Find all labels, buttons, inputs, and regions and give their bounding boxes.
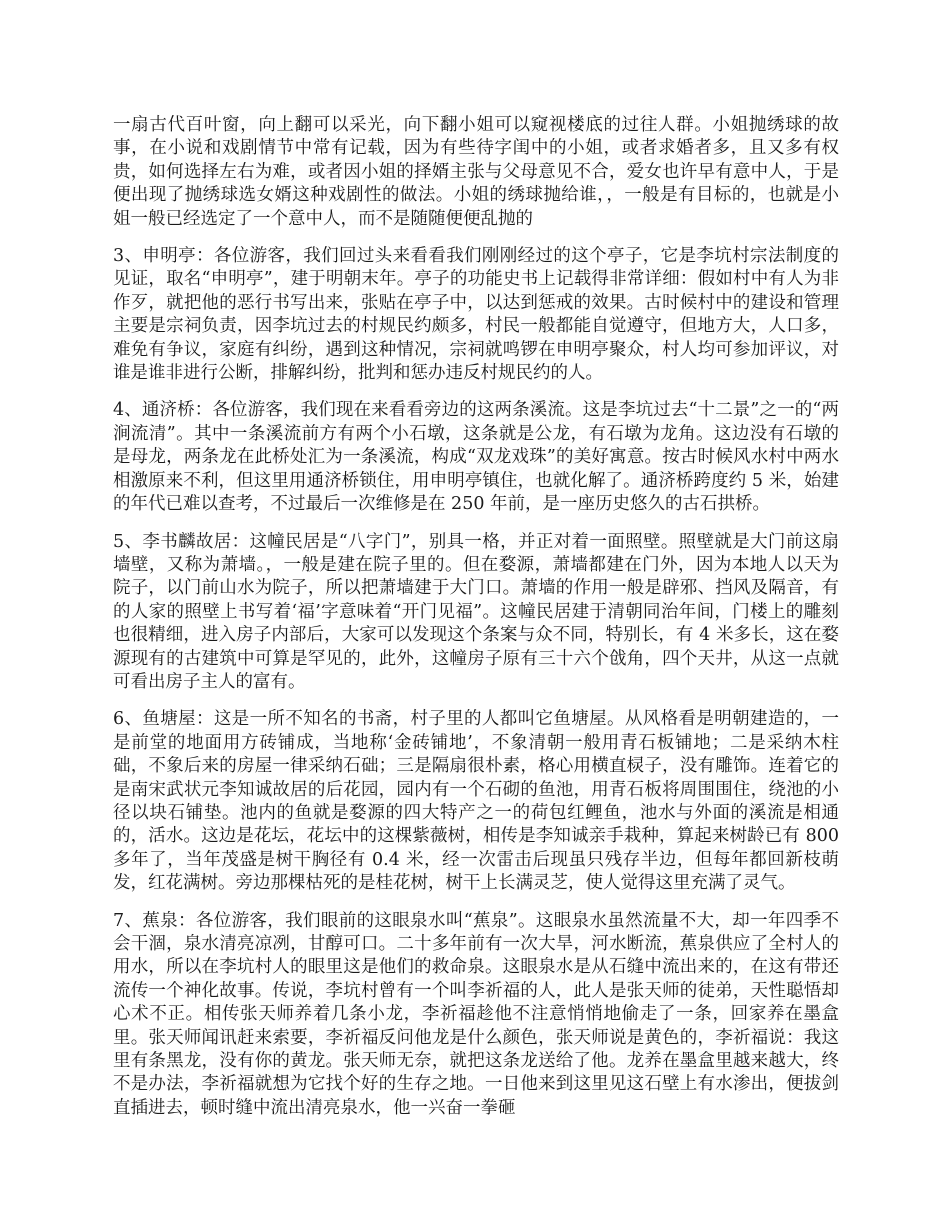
paragraph-li-shulin-residence: 5、李书麟故居：这幢民居是“八字门”，别具一格，并正对着一面照壁。照壁就是大门前这扇墙壁，又称为萧墙。，一般是建在院子里的。但在婺源，萧墙都建在门外，因为本地人以天为院子，以门前山水为院子，所以把萧墙建于大门口。萧墙的作用一般是辟邪、挡风及隔音，有的人家的照壁上书写着‘福’字意味着“开门见福”。这幢民居建于清朝同治年间，门楼上的雕刻也很精细，进入房子内部后，大家可以发现这个条案与众不同，特别长，有 4 米多长，这在婺源现有的古建筑中可算是罕见的，此外，这幢房子原有三十六个戗角，四个天井，从这一点就可看出房子主人的富有。 xyxy=(113,531,839,692)
paragraph-tongji-bridge: 4、通济桥：各位游客，我们现在来看看旁边的这两条溪流。这是李坑过去“十二景”之一的“两涧流清”。其中一条溪流前方有两个小石墩，这条就是公龙，有石墩为龙角。这边没有石墩的是母龙，两条龙在此桥处汇为一条溪流，构成“双龙戏珠”的美好寓意。按古时候风水村中两水相激原来不利，但这里用通济桥锁住，用申明亭镇住，也就化解了。通济桥跨度约 5 米，始建的年代已难以查考，不过最后一次维修是在 250 年前，是一座历史悠久的古石拱桥。 xyxy=(113,400,839,515)
document-body xyxy=(113,114,839,1134)
paragraph-window-story: 一扇古代百叶窗，向上翻可以采光，向下翻小姐可以窥视楼底的过往人群。小姐抛绣球的故事，在小说和戏剧情节中常有记载，因为有些待字闺中的小姐，或者求婚者多，且又多有权贵，如何选择左右为难，或者因小姐的择婿主张与父母意见不合，爱女也许早有意中人，于是便出现了抛绣球选女婿这种戏剧性的做法。小姐的绣球抛给谁，，一般是有目标的，也就是小姐一般已经选定了一个意中人，而不是随随便便乱抛的 xyxy=(113,115,839,229)
paragraph-fish-pond-house: 6、鱼塘屋：这是一所不知名的书斋，村子里的人都叫它鱼塘屋。从风格看是明朝建造的，一是前堂的地面用方砖铺成，当地称‘金砖铺地’，不象清朝一般用青石板铺地；二是采纳木柱础，不象后来的房屋一律采纳石础；三是隔扇很朴素，格心用横直棂子，没有雕饰。连着它的是南宋武状元李知诚故居的后花园，园内有一个石砌的鱼池，用青石板将周围围住，绕池的小径以块石铺垫。池内的鱼就是婺源的四大特产之一的荷包红鲤鱼，池水与外面的溪流是相通的，活水。这边是花坛，花坛中的这棵紫薇树，相传是李知诚亲手栽种，算起来树龄已有 800 多年了，当年茂盛是树干胸径有 0.4 米，经一次雷击后现虽只残存半边，但每年都回新枝萌发，红花满树。旁边那棵枯死的是桂花树，树干上长满灵芝，使人觉得这里充满了灵气。 xyxy=(113,709,839,894)
paragraph-jiao-spring: 7、蕉泉：各位游客，我们眼前的这眼泉水叫“蕉泉”。这眼泉水虽然流量不大，却一年四季不会干涸，泉水清亮凉冽，甘醇可口。二十多年前有一次大旱，河水断流，蕉泉供应了全村人的用水，所以在李坑村人的眼里这是他们的救命泉。这眼泉水是从石缝中流出来的，在这有带还流传一个神化故事。传说，李坑村曾有一个叫李祈福的人，此人是张天师的徒弟，天性聪悟却心术不正。相传张天师养着几条小龙，李祈福趁他不注意悄悄地偷走了一条，回家养在墨盒里。张天师闻讯赶来索要，李祈福反问他龙是什么颜色，张天师说是黄色的，李祈福说：我这里有条黑龙，没有你的黄龙。张天师无奈，就把这条龙送给了他。龙养在墨盒里越来越大，终不是办法，李祈福就想为它找个好的生存之地。一日他来到这里见这石壁上有水渗出，便拔剑直插进去，顿时缝中流出清亮泉水，他一兴奋一拳砸 xyxy=(113,910,839,1118)
paragraph-shenming-pavilion: 3、申明亭：各位游客，我们回过头来看看我们刚刚经过的这个亭子，它是李坑村宗法制度的见证，取名“申明亭”，建于明朝末年。亭子的功能史书上记载得非常详细：假如村中有人为非作歹，就把他的恶行书写出来，张贴在亭子中，以达到惩戒的效果。古时候村中的建设和管理主要是宗祠负责，因李坑过去的村规民约颇多，村民一般都能自觉遵守，但地方大，人口多，难免有争议，家庭有纠纷，遇到这种情况，宗祠就鸣锣在申明亭聚众，村人均可参加评议，对谁是谁非进行公断，排解纠纷，批判和惩办违反村规民约的人。 xyxy=(113,246,839,384)
